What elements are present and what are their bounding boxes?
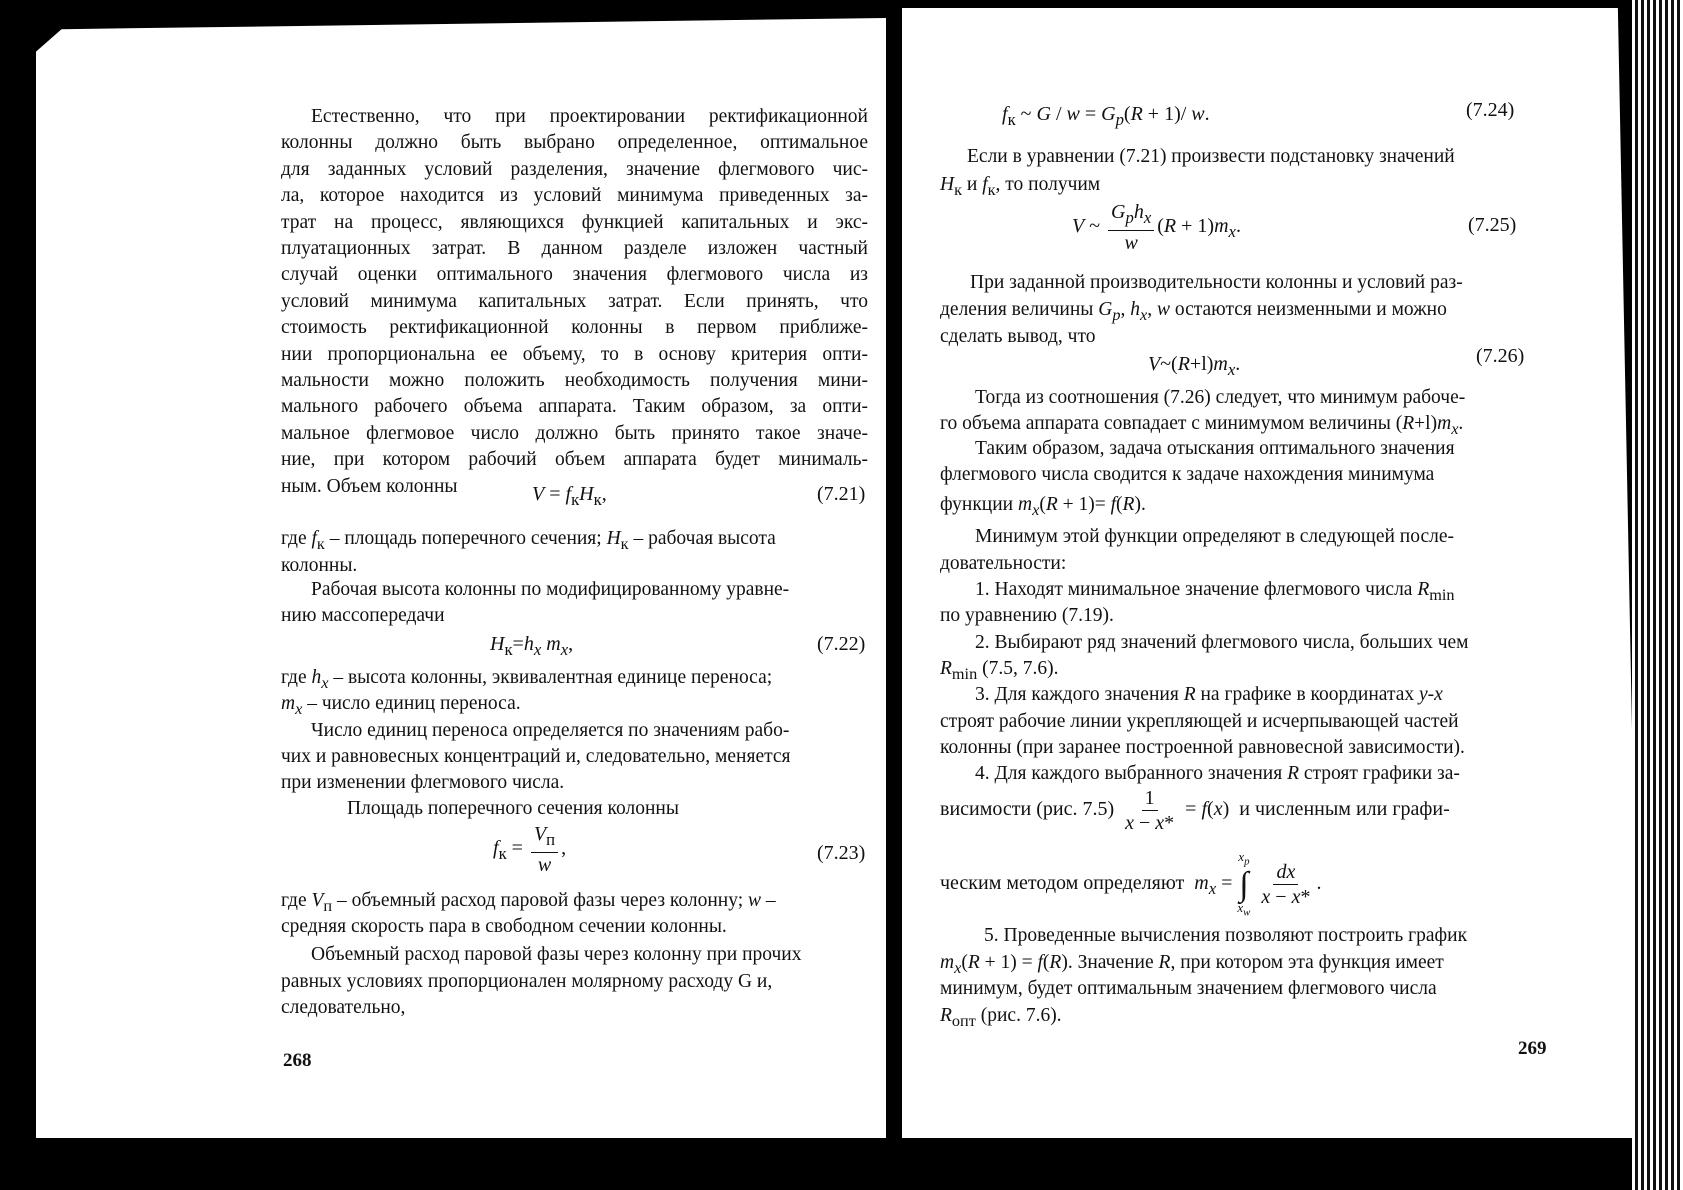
list-item: строят рабочие линии укрепляющей и исчерпывающей частей xyxy=(940,711,1459,732)
paragraph-line: функции $m_x(R + 1)= f(R)$. xyxy=(940,494,1146,519)
paragraph-line: довательности: xyxy=(940,553,1067,574)
paragraph-line: Естественно, что при проектировании ректификационной xyxy=(311,106,868,127)
paragraph-line: Таким образом, задача отыскания оптимального значения xyxy=(975,438,1455,459)
page-number: 269 xyxy=(1518,1038,1547,1059)
paragraph-line: Число единиц переноса определяется по значениям рабо- xyxy=(311,720,790,741)
paragraph-line: нии пропорциональна ее объему, то в основу критерия опти- xyxy=(281,343,868,365)
paragraph-line: ным. Объем колонны xyxy=(281,475,458,497)
list-item: по уравнению (7.19). xyxy=(940,605,1114,626)
paragraph-line: для заданных условий разделения, значение флегмового чис- xyxy=(281,158,868,180)
paragraph-line: Рабочая высота колонны по модифицированному уравне- xyxy=(311,579,790,600)
list-item: 1. Находят минимальное значение флегмового числа $R_{min}$ xyxy=(975,579,1455,604)
equation-transfer-units-integral: ческим методом определяют $m_x$ = $x_p$ ∫ $x_w$ $\frac{dx}{x - x*}$ . xyxy=(940,849,1322,919)
where-line: где $h_x$ – высота колонны, эквивалентная единице переноса; xyxy=(281,667,773,692)
paragraph-line: мального рабочего объема аппарата. Таким образом, за опти- xyxy=(281,396,868,418)
paragraph-line: ние, при котором рабочий объем аппарата будет минималь- xyxy=(281,449,868,471)
paragraph-line: мальности можно положить необходимость получения мини- xyxy=(281,370,868,391)
list-item: $R_{min}$ (7.5, 7.6). xyxy=(940,658,1059,683)
where-line: где $V_п$ – объемный расход паровой фазы через колонну; w – xyxy=(281,890,776,915)
equation-7-26-label: (7.26) xyxy=(1476,345,1525,367)
list-item: 2. Выбирают ряд значений флегмового числа, больших чем xyxy=(975,632,1469,653)
paragraph-line: равных условиях пропорционален молярному расходу G и, xyxy=(281,971,773,992)
paragraph-line: нию массопередачи xyxy=(281,605,445,626)
list-item: $R_{опт}$ (рис. 7.6). xyxy=(940,1005,1062,1030)
paragraph-line: деления величины $G_p$, $h_x$, w остаются неизменными и можно xyxy=(940,299,1447,324)
paragraph-line: сделать вывод, что xyxy=(940,326,1096,347)
list-item: 5. Проведенные вычисления позволяют построить график xyxy=(984,925,1468,946)
paragraph-line: случай оценки оптимального значения флегмового числа из xyxy=(281,264,868,286)
paragraph-line: Площадь поперечного сечения колонны xyxy=(347,798,679,819)
where-line: $m_x$ – число единиц переноса. xyxy=(281,693,521,718)
equation-7-24-label: (7.24) xyxy=(1466,99,1515,121)
paragraph-line: плуатационных затрат. В данном разделе изложен частный xyxy=(281,238,868,259)
paragraph-line: Объемный расход паровой фазы через колонну при прочих xyxy=(311,944,802,965)
paragraph-line: мальное флегмовое число должно быть принято такое значе- xyxy=(281,422,868,444)
book-page-edges xyxy=(1632,0,1683,1190)
paragraph-line: флегмового числа сводится к задаче нахождения минимума xyxy=(940,464,1435,485)
list-item: 4. Для каждого выбранного значения R строят графики за- xyxy=(975,763,1460,784)
list-item: 3. Для каждого значения R на графике в координатах y-x xyxy=(975,684,1443,705)
list-item: колонны (при заранее построенной равновесной зависимости). xyxy=(940,737,1465,758)
paragraph-line: трат на процесс, являющихся функцией капитальных и экс- xyxy=(281,211,868,233)
equation-7-23-label: (7.23) xyxy=(817,842,866,864)
paragraph-line: при изменении флегмового числа. xyxy=(281,772,565,793)
paragraph-line: ла, которое находится из условий минимума приведенных за- xyxy=(281,185,868,207)
page-number: 268 xyxy=(283,1050,312,1071)
paragraph-line: Минимум этой функции определяют в следующей после- xyxy=(975,526,1454,547)
equation-7-24: $f_к$ ~ $G / w = G_p(R + 1)/$ w. xyxy=(1002,103,1210,129)
paragraph-line: При заданной производительности колонны и условий раз- xyxy=(970,272,1463,293)
equation-7-23: $f_к$ = $\frac{V_п}{w}$ , xyxy=(493,823,567,876)
equation-7-25-label: (7.25) xyxy=(1468,214,1517,236)
list-item: минимум, будет оптимальным значением флегмового числа xyxy=(940,978,1437,999)
paragraph-line: условий минимума капитальных затрат. Если принять, что xyxy=(281,290,868,312)
equation-7-22-label: (7.22) xyxy=(817,633,866,655)
paragraph-line: следовательно, xyxy=(281,997,406,1018)
paragraph-line: стоимость ректификационной колонны в первом приближе- xyxy=(281,317,868,339)
where-line: колонны. xyxy=(281,555,358,576)
list-item: $m_x(R + 1) = f(R)$. Значение R, при котором эта функция имеет xyxy=(940,952,1444,977)
where-line: средняя скорость пара в свободном сечении колонны. xyxy=(281,916,727,937)
equation-7-22: $H_к=h_x$ $m_x$, xyxy=(490,633,574,659)
paragraph-line: го объема аппарата совпадает с минимумом величины $(R+l)m_x$. xyxy=(940,413,1464,438)
where-line: где $f_к$ – площадь поперечного сечения; $H_к$ – рабочая высота xyxy=(281,528,776,553)
equation-7-26: $V\sim(R+l)m_x$. xyxy=(1148,353,1241,379)
paragraph-line: колонны должно быть выбрано определенное, оптимальное xyxy=(281,132,868,154)
paragraph-line: Если в уравнении (7.21) произвести подстановку значений xyxy=(967,146,1455,167)
paragraph-line: $H_к$ и $f_к$, то получим xyxy=(940,174,1101,199)
equation-inverse-difference: висимости (рис. 7.5) $\frac{1}{x - x*}$ = f(x) и численным или графи- xyxy=(940,787,1450,834)
paragraph-line: чих и равновесных концентраций и, следовательно, меняется xyxy=(281,746,791,767)
equation-7-21-label: (7.21) xyxy=(817,483,866,505)
equation-7-21: $V = f_кH_к$, xyxy=(532,483,607,509)
paragraph-line: Тогда из соотношения (7.26) следует, что минимум рабоче- xyxy=(975,387,1466,408)
equation-7-25: V ~ $\frac{G_ph_x}{w}$ $(R + 1)m_x$. xyxy=(1072,201,1241,254)
